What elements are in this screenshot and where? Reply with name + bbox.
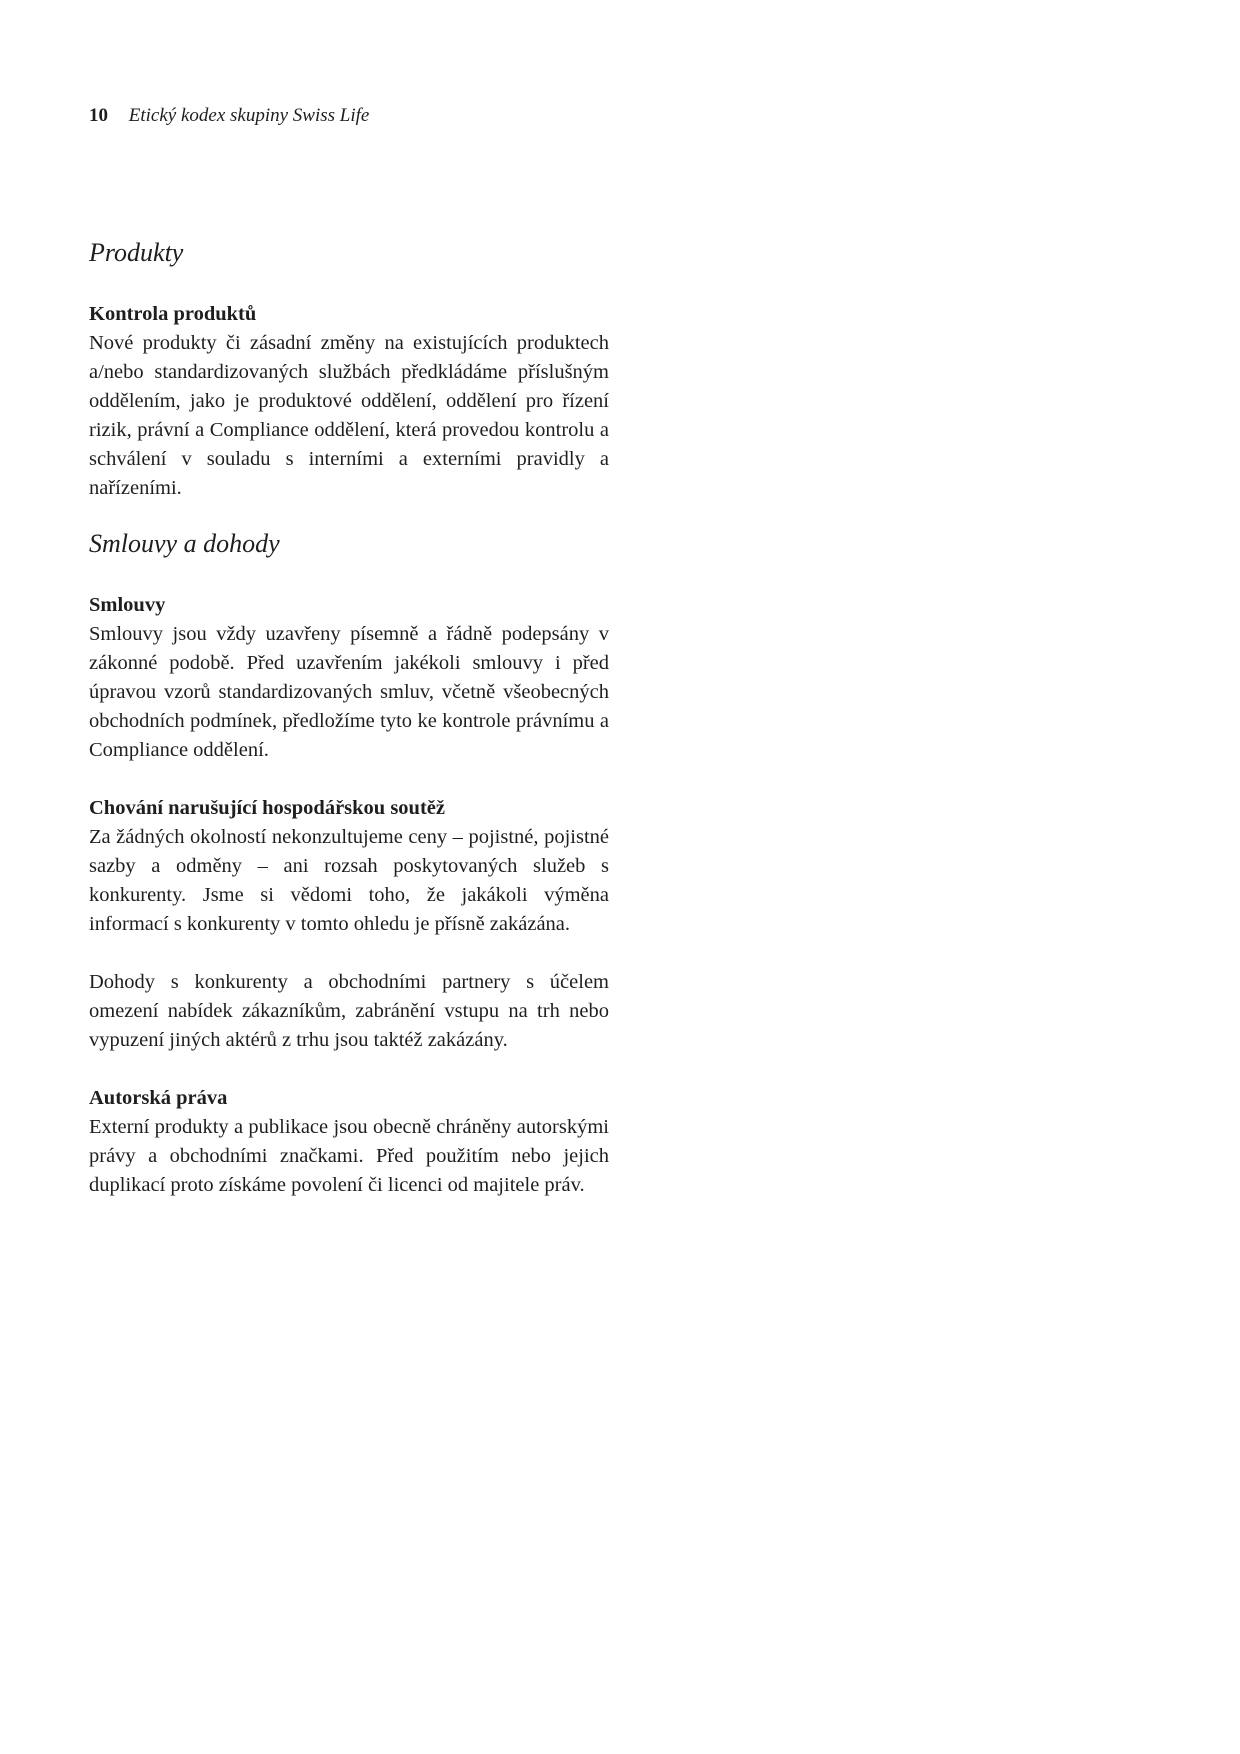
- main-content: [89, 236, 609, 1200]
- subheading-kontrola-produktu: Kontrola produktů: [89, 303, 257, 325]
- subheading-autorska-prava: Autorská práva: [89, 1087, 228, 1109]
- page-number: 10: [89, 105, 108, 126]
- paragraph-chovani-1: Za žádných okolností nekonzultujeme ceny – pojistné, pojistné sazby a odměny – ani rozsah poskytovaných služeb s konkurenty. Jsme si vědomi toho, že jakákoli výměna informací s konkurenty v tomto ohledu je přísně zakázána.: [89, 826, 609, 935]
- section-title-smlouvy-a-dohody: Smlouvy a dohody: [89, 529, 280, 558]
- paragraph-kontrola-produktu: Nové produkty či zásadní změny na existujících produktech a/nebo standardizovaných službách předkládáme příslušným oddělením, jako je produktové oddělení, oddělení pro řízení rizik, právní a Compliance oddělení, která provedou kontrolu a schválení v souladu s interními a externími pravidly a nařízeními.: [89, 332, 609, 499]
- paragraph-chovani-2: Dohody s konkurenty a obchodními partnery s účelem omezení nabídek zákazníkům, zabránění vstupu na trh nebo vypuzení jiných aktérů z trhu jsou taktéž zakázány.: [89, 971, 609, 1051]
- running-header: [89, 104, 369, 128]
- section-title-produkty: Produkty: [89, 238, 184, 267]
- paragraph-smlouvy: Smlouvy jsou vždy uzavřeny písemně a řádně podepsány v zákonné podobě. Před uzavřením jakékoli smlouvy i před úpravou vzorů standardizovaných smluv, včetně všeobecných obchodních podmínek, předložíme tyto ke kontrole právnímu a Compliance oddělení.: [89, 623, 609, 761]
- subheading-smlouvy: Smlouvy: [89, 594, 166, 616]
- paragraph-autorska-prava: Externí produkty a publikace jsou obecně chráněny autorskými právy a obchodními značkami. Před použitím nebo jejich duplikací proto získáme povolení či licenci od majitele práv.: [89, 1116, 609, 1196]
- subheading-chovani-narusujici-soutez: Chování narušující hospodářskou soutěž: [89, 797, 445, 819]
- document-title: Etický kodex skupiny Swiss Life: [128, 105, 370, 126]
